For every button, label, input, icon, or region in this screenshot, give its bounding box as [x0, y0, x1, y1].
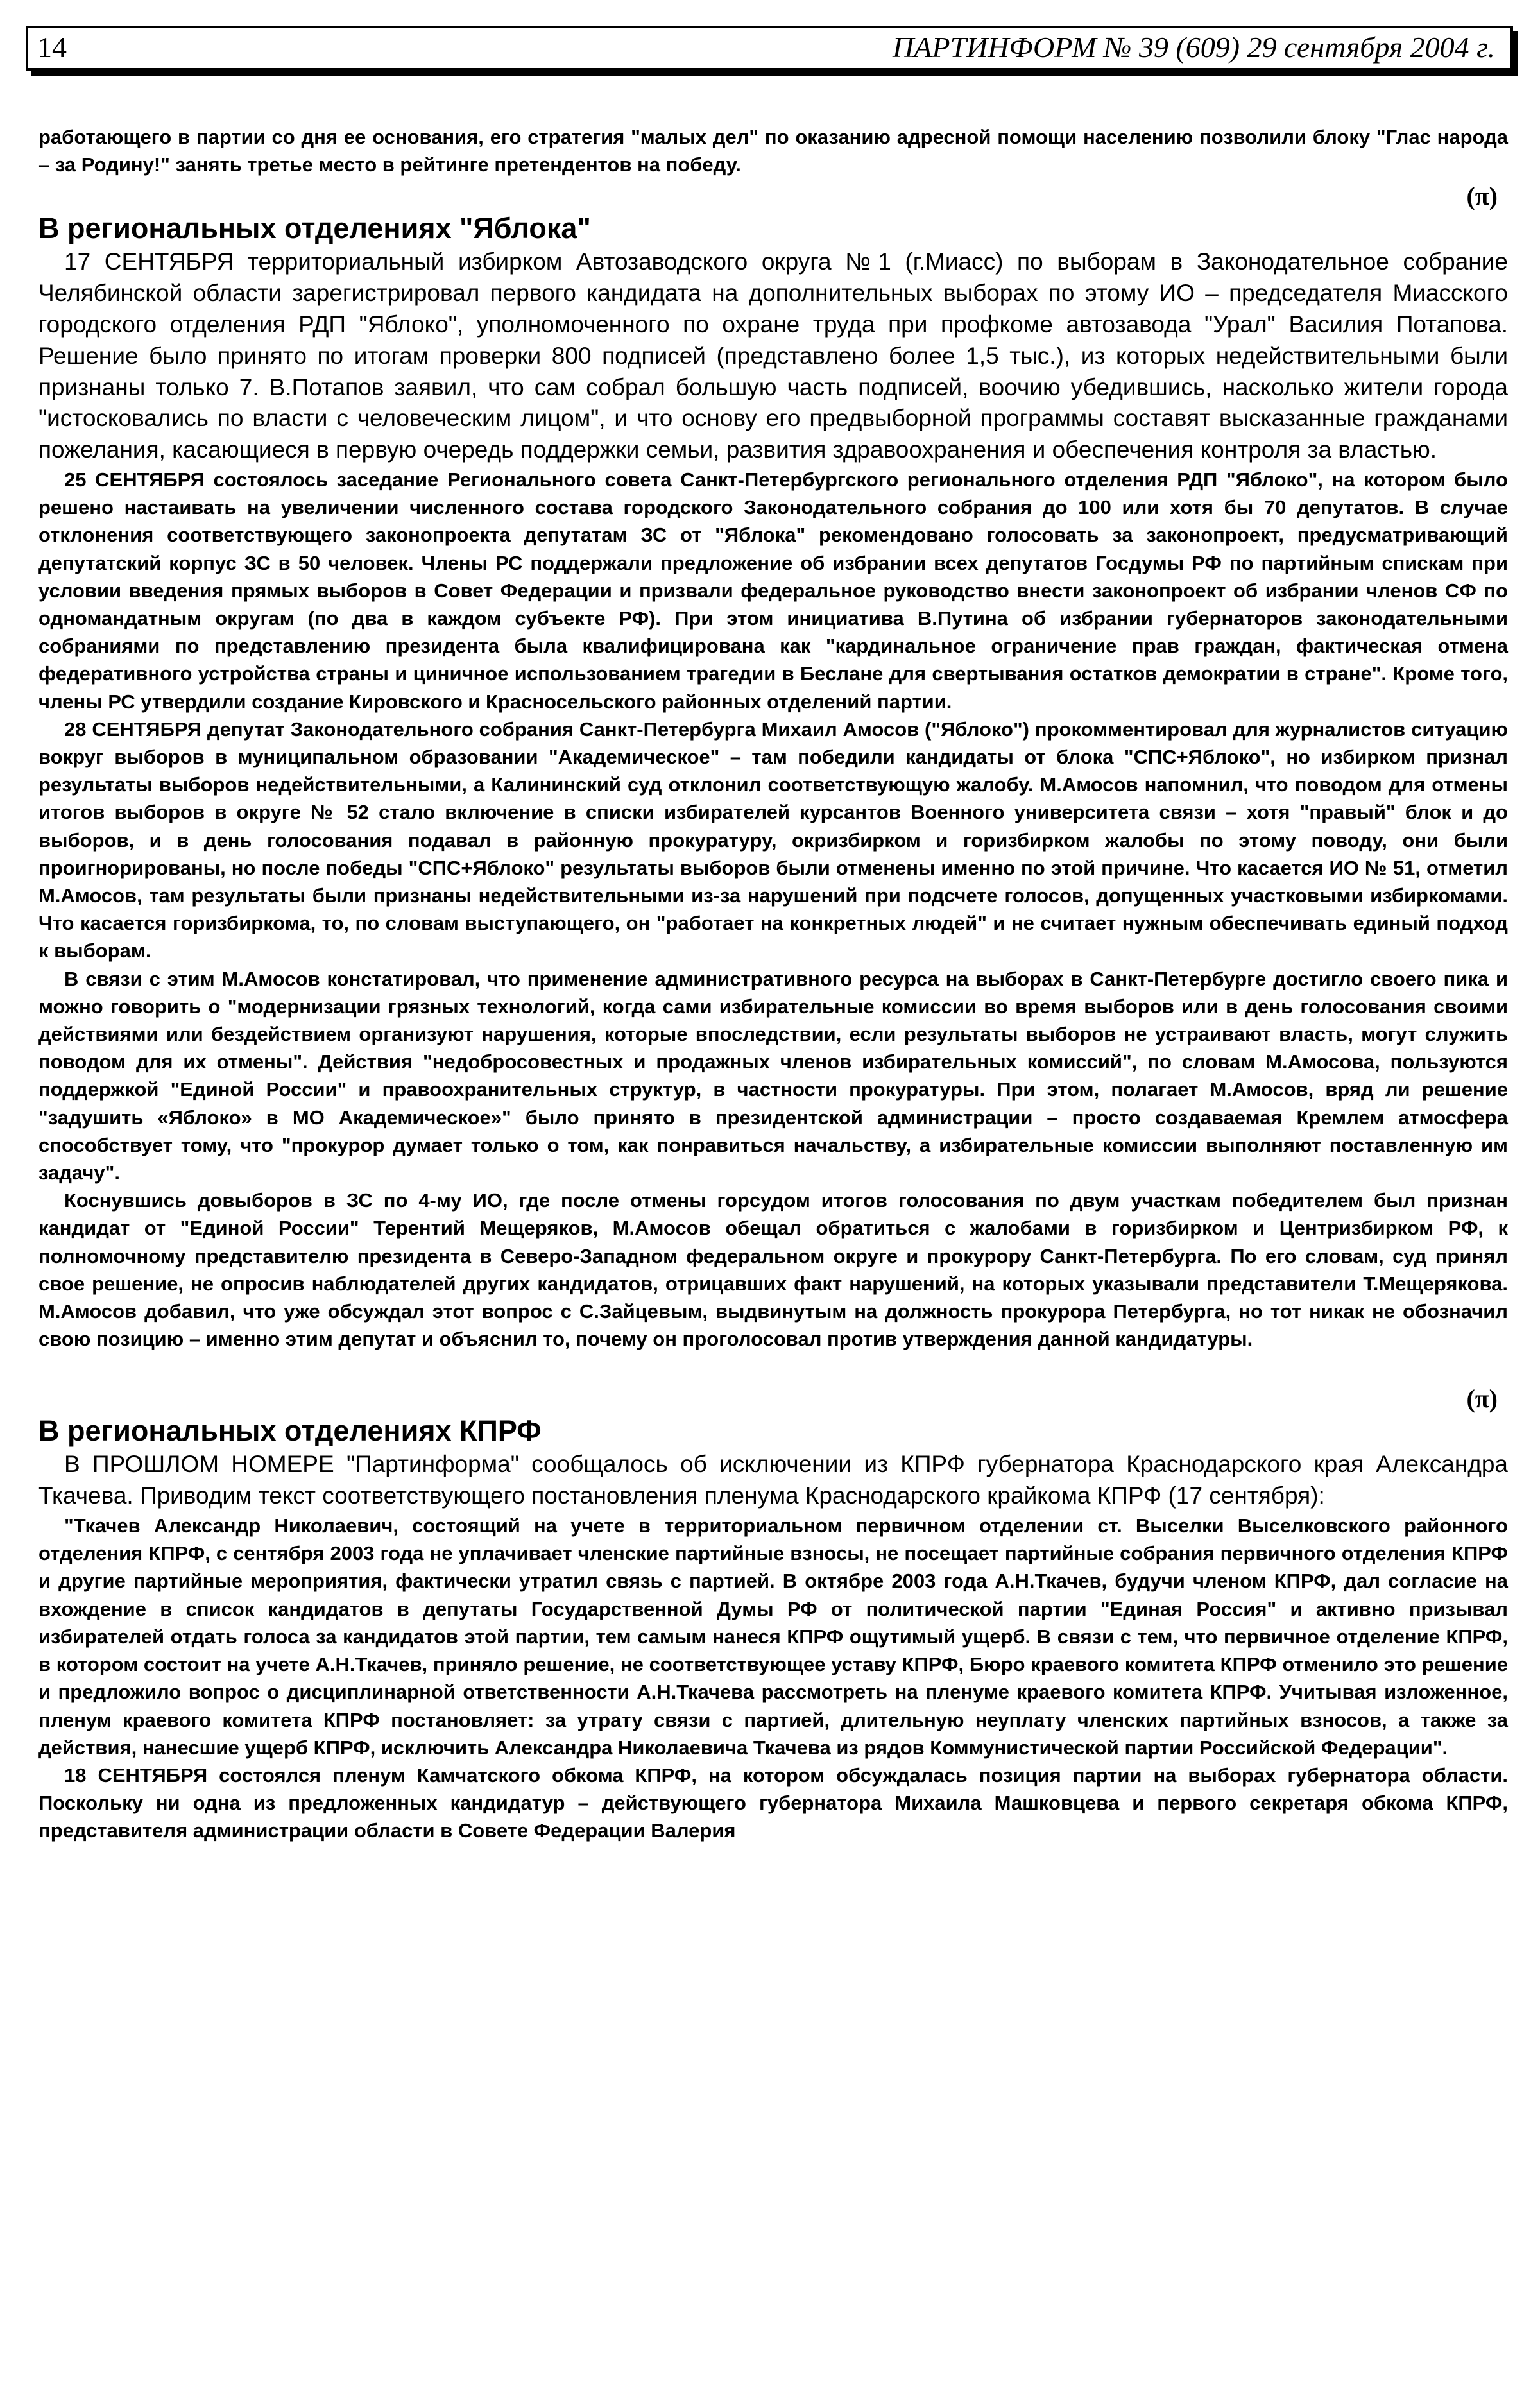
yabloko-paragraph-4: В связи с этим М.Амосов констатировал, что применение административного ресурса на выборах в Санкт-Петербурге достигло своего пика и можно говорить о "модернизации грязных технологий, когда сами избирательные комиссии во время выборов или в день голосования своими действиями или бездействием организуют нарушения, которые впоследствии, если результаты выборов не устраивают власть, могут служить поводом для их отмены". Действия "недобросовестных и продажных членов избирательных комиссий", по словам М.Амосова, пользуются поддержкой "Единой России" и правоохранительных структур, в частности прокуратуры. При этом, полагает М.Амосов, вряд ли решение "задушить «Яблоко» в МО Академическое»" было принято в президентской администрации – просто создаваемая Кремлем атмосфера способствует тому, что "прокурор думает только о том, как понравиться начальству, а избирательные комиссии выполняют поставленную им задачу".	[38, 967, 1508, 1185]
newspaper-page	[26, 26, 1514, 2361]
intro-paragraph: работающего в партии со дня ее основания, его стратегия "малых дел" по оказанию адресной помощи населению позволили блоку "Глас народа – за Родину!" занять третье место в рейтинге претендентов на победу.	[38, 126, 1508, 176]
author-sign: (π)	[1466, 1384, 1498, 1414]
page-number: 14	[37, 31, 67, 64]
author-sign: (π)	[1466, 182, 1498, 211]
section-heading-yabloko: В региональных отделениях "Яблока"	[38, 212, 591, 245]
page-header	[26, 26, 1513, 71]
article-content	[38, 123, 1508, 1845]
yabloko-paragraph-3: 28 СЕНТЯБРЯ депутат Законодательного собрания Санкт-Петербурга Михаил Амосов ("Яблоко") прокомментировал для журналистов ситуацию вокруг выборов в муниципальном образовании "Академическое" – там победили кандидаты от блока "СПС+Яблоко", но избирком признал результаты выборов недействительными, а Калининский суд отклонил соответствующую жалобу. М.Амосов напомнил, что поводом для отмены итогов выборов в округе № 52 стало включение в списки избирателей курсантов Военного университета связи – хотя "правый" блок и до выборов, и в день голосования подавал в районную прокуратуру, окризбирком и горизбирком жалобы по этому поводу, они были проигнорированы, но после победы "СПС+Яблоко" результаты выборов были отменены именно по этой причине. Что касается ИО № 51, отметил М.Амосов, там результаты были признаны недействительными из-за нарушений при подсчете голосов, допущенных участковыми избиркомами. Что касается горизбиркома, то, по словам выступающего, он "работает на конкретных людей" и не считает нужным обеспечивать единый подход к выборам.	[38, 717, 1508, 963]
yabloko-paragraph-2: 25 СЕНТЯБРЯ состоялось заседание Регионального совета Санкт-Петербургского регионального отделения РДП "Яблоко", на котором было решено настаивать на увеличении численного состава городского Законодательного собрания до 100 или хотя бы 70 депутатов. В случае отклонения соответствующего законопроекта депутатам ЗС от "Яблока" рекомендовано голосовать за законопроект, предусматривающий депутатский корпус ЗС в 50 человек. Члены РС поддержали предложение об избрании всех депутатов Госдумы РФ по партийным спискам при условии введения прямых выборов в Совет Федерации и призвали федеральное руководство внести законопроект об избрании членов СФ по одномандатным округам (по два в каждом субъекте РФ). При этом инициатива В.Путина об избрании губернаторов законодательными собраниями по представлению президента была квалифицирована как "кардинальное ограничение прав граждан, фактическая отмена федеративного устройства страны и циничное использованием трагедии в Беслане для свертывания остатков демократии в стране". Кроме того, члены РС утвердили создание Кировского и Красносельского районных отделений партии.	[38, 468, 1508, 713]
section-heading-kprf: В региональных отделениях КПРФ	[38, 1414, 542, 1448]
kprf-paragraph-1: В ПРОШЛОМ НОМЕРЕ "Партинформа" сообщалось об исключении из КПРФ губернатора Краснодарского края Александра Ткачева. Приводим текст соответствующего постановления пленума Краснодарского крайкома КПРФ (17 сентября):	[38, 1451, 1508, 1509]
publication-title: ПАРТИНФОРМ № 39 (609) 29 сентября 2004 г.	[893, 31, 1495, 64]
kprf-quote-paragraph: "Ткачев Александр Николаевич, состоящий на учете в территориальном первичном отделении ст. Выселки Выселковского районного отделения КПРФ, с сентября 2003 года не уплачивает членские партийные взносы, не посещает партийные собрания первичного отделения КПРФ и другие партийные мероприятия, фактически утратил связь с партией. В октябре 2003 года А.Н.Ткачев, будучи членом КПРФ, дал согласие на вхождение в список кандидатов в депутаты Государственной Думы РФ от политической партии "Единая Россия" и активно призывал избирателей отдать голоса за кандидатов этой партии, тем самым нанеся КПРФ ощутимый ущерб. В связи с тем, что первичное отделение КПРФ, в котором состоит на учете А.Н.Ткачев, приняло решение, не соответствующее уставу КПРФ, Бюро краевого комитета КПРФ отменило это решение и предложило вопрос о дисциплинарной ответственности А.Н.Ткачева рассмотреть на пленуме краевого комитета КПРФ. Учитывая изложенное, пленум краевого комитета КПРФ постановляет: за утрату связи с партией, длительную неуплату членских партийных взносов, а также за действия, нанесшие ущерб КПРФ, исключить Александра Николаевича Ткачева из рядов Коммунистической партии Российской Федерации".	[38, 1514, 1508, 1759]
yabloko-paragraph-1: 17 СЕНТЯБРЯ территориальный избирком Автозаводского округа №1 (г.Миасс) по выборам в Законодательное собрание Челябинской области зарегистрировал первого кандидата на дополнительных выборах по этому ИО – председателя Миасского городского отделения РДП "Яблоко", уполномоченного по охране труда при профкоме автозавода "Урал" Василия Потапова. Решение было принято по итогам проверки 800 подписей (представлено более 1,5 тыс.), из которых недействительными были признаны только 7. В.Потапов заявил, что сам собрал большую часть подписей, воочию убедившись, насколько жители города "истосковались по власти с человеческим лицом", и что основу его предвыборной программы составят высказанные гражданами пожелания, касающиеся в первую очередь поддержки семьи, развития здравоохранения и обеспечения контроля за властью.	[38, 248, 1508, 463]
section-spacer	[38, 1353, 1508, 1381]
yabloko-paragraph-5: Коснувшись довыборов в ЗС по 4-му ИО, где после отмены горсудом итогов голосования по двум участкам победителем был признан кандидат от "Единой России" Терентий Мещеряков, М.Амосов обещал обратиться с жалобами в горизбирком и Центризбирком РФ, к полномочному представителю президента в Северо-Западном федеральном округе и прокурору Санкт-Петербурга. По его словам, суд принял свое решение, не опросив наблюдателей других кандидатов, отрицавших факт нарушений, на которых указывали представители Т.Мещерякова. М.Амосов добавил, что уже обсуждал этот вопрос с С.Зайцевым, выдвинутым на должность прокурора Петербурга, но тот никак не обозначил свою позицию – именно этим депутат и объяснил то, почему он проголосовал против утверждения данной кандидатуры.	[38, 1189, 1508, 1351]
kprf-paragraph-3: 18 СЕНТЯБРЯ состоялся пленум Камчатского обкома КПРФ, на котором обсуждалась позиция партии на выборах губернатора области. Поскольку ни одна из предложенных кандидатур – действующего губернатора Михаила Машковцева и первого секретаря обкома КПРФ, представителя администрации области в Совете Федерации Валерия	[38, 1763, 1508, 1842]
